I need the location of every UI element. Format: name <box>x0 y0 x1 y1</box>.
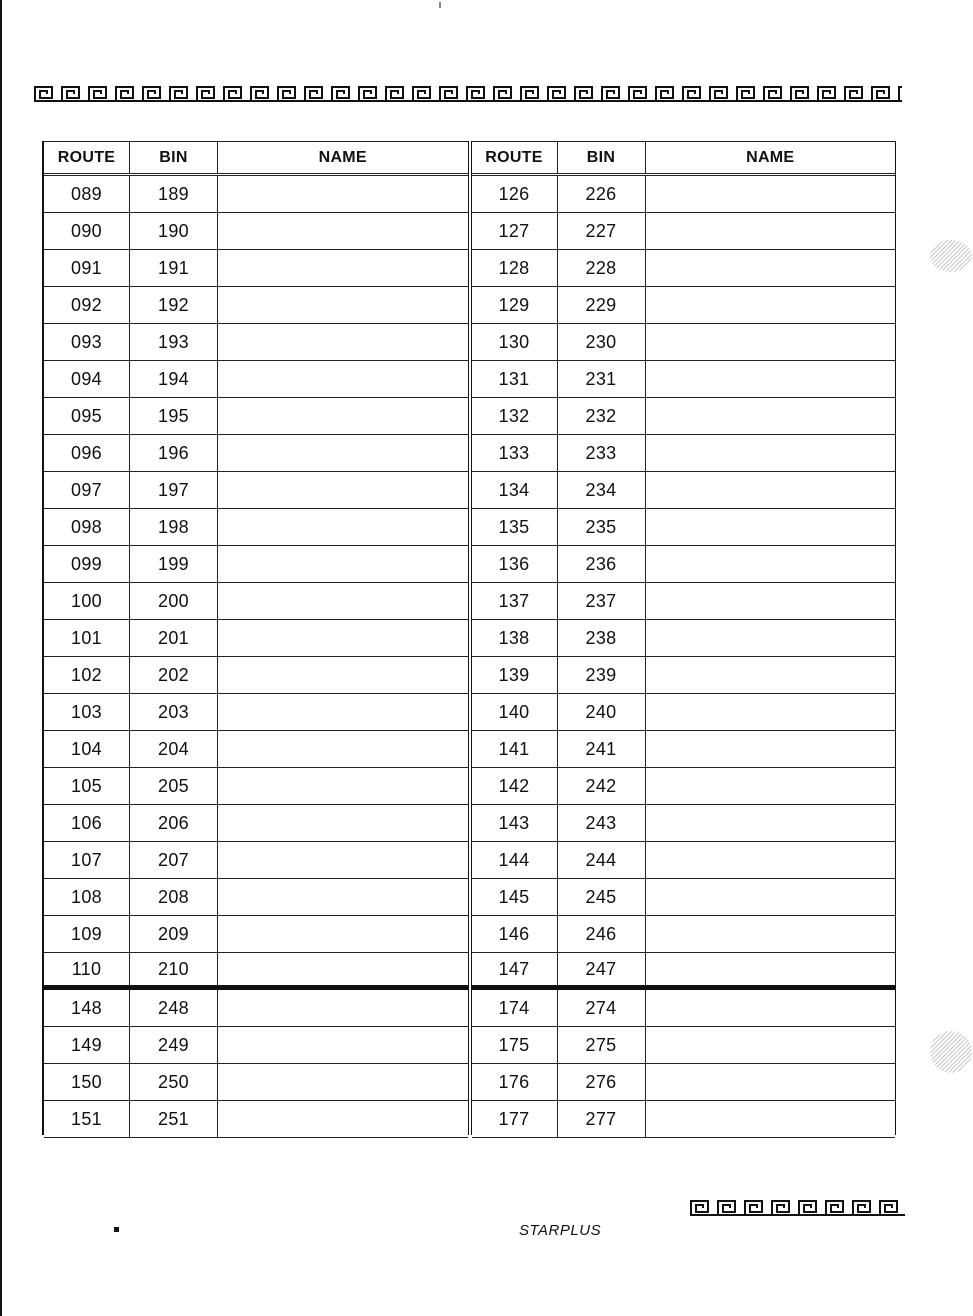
route-cell: 133 <box>472 435 558 471</box>
route-cell: 150 <box>44 1064 130 1100</box>
bin-cell: 238 <box>558 620 646 656</box>
table-row <box>44 990 468 1027</box>
table-row <box>44 213 468 250</box>
table-row <box>472 176 896 213</box>
table-row <box>472 731 896 768</box>
name-cell <box>646 472 896 508</box>
route-cell: 140 <box>472 694 558 730</box>
route-cell: 101 <box>44 620 130 656</box>
table-row <box>472 472 896 509</box>
name-cell <box>218 879 468 915</box>
name-cell <box>218 731 468 767</box>
scan-speck <box>439 2 441 8</box>
greek-key-border-bottom <box>690 1199 905 1216</box>
bin-cell: 196 <box>130 435 218 471</box>
page-margin-rule <box>0 0 2 1316</box>
route-cell: 098 <box>44 509 130 545</box>
route-cell: 100 <box>44 583 130 619</box>
bin-cell: 240 <box>558 694 646 730</box>
name-cell <box>646 435 896 471</box>
route-cell: 151 <box>44 1101 130 1137</box>
name-cell <box>218 398 468 434</box>
table-row <box>472 435 896 472</box>
route-cell: 131 <box>472 361 558 397</box>
route-cell: 107 <box>44 842 130 878</box>
table-row <box>472 1101 896 1138</box>
name-cell <box>646 361 896 397</box>
table-row <box>472 953 896 990</box>
route-cell: 096 <box>44 435 130 471</box>
bin-cell: 275 <box>558 1027 646 1063</box>
table-row <box>472 287 896 324</box>
route-cell: 147 <box>472 953 558 985</box>
table-row <box>472 250 896 287</box>
table-right-half <box>472 141 897 1135</box>
table-row <box>472 620 896 657</box>
table-row <box>472 879 896 916</box>
bin-cell: 276 <box>558 1064 646 1100</box>
bin-cell: 229 <box>558 287 646 323</box>
name-cell <box>218 990 468 1026</box>
route-cell: 095 <box>44 398 130 434</box>
route-cell: 110 <box>44 953 130 985</box>
table-row <box>44 1027 468 1064</box>
route-cell: 142 <box>472 768 558 804</box>
route-cell: 136 <box>472 546 558 582</box>
header-route: ROUTE <box>44 142 130 173</box>
bin-cell: 198 <box>130 509 218 545</box>
table-row <box>44 916 468 953</box>
bin-cell: 204 <box>130 731 218 767</box>
name-cell <box>646 324 896 360</box>
name-cell <box>646 287 896 323</box>
table-row <box>44 768 468 805</box>
table-row <box>472 1064 896 1101</box>
bullet-mark <box>114 1227 119 1232</box>
name-cell <box>218 1064 468 1100</box>
bin-cell: 236 <box>558 546 646 582</box>
bin-cell: 249 <box>130 1027 218 1063</box>
name-cell <box>218 1027 468 1063</box>
table-row <box>44 694 468 731</box>
name-cell <box>218 620 468 656</box>
name-cell <box>218 324 468 360</box>
table-row <box>472 694 896 731</box>
route-cell: 102 <box>44 657 130 693</box>
name-cell <box>218 583 468 619</box>
table-row <box>44 398 468 435</box>
bin-cell: 197 <box>130 472 218 508</box>
route-cell: 137 <box>472 583 558 619</box>
bin-cell: 206 <box>130 805 218 841</box>
table-row <box>44 842 468 879</box>
bin-cell: 203 <box>130 694 218 730</box>
route-cell: 138 <box>472 620 558 656</box>
bin-cell: 200 <box>130 583 218 619</box>
greek-key-border-top <box>34 85 902 102</box>
table-row <box>44 546 468 583</box>
table-row <box>472 657 896 694</box>
bin-cell: 208 <box>130 879 218 915</box>
route-cell: 143 <box>472 805 558 841</box>
bin-cell: 243 <box>558 805 646 841</box>
table-row <box>44 583 468 620</box>
table-row <box>44 657 468 694</box>
table-header-row <box>44 141 468 176</box>
name-cell <box>646 250 896 286</box>
route-cell: 135 <box>472 509 558 545</box>
bin-cell: 202 <box>130 657 218 693</box>
name-cell <box>218 657 468 693</box>
bin-cell: 189 <box>130 176 218 212</box>
name-cell <box>218 842 468 878</box>
binder-hole <box>930 240 972 272</box>
table-row <box>472 213 896 250</box>
bin-cell: 248 <box>130 990 218 1026</box>
route-cell: 127 <box>472 213 558 249</box>
bin-cell: 205 <box>130 768 218 804</box>
binder-hole <box>930 1031 972 1073</box>
route-cell: 093 <box>44 324 130 360</box>
bin-cell: 233 <box>558 435 646 471</box>
bin-cell: 242 <box>558 768 646 804</box>
name-cell <box>218 213 468 249</box>
table-row <box>44 324 468 361</box>
name-cell <box>646 805 896 841</box>
bin-cell: 192 <box>130 287 218 323</box>
name-cell <box>646 694 896 730</box>
bin-cell: 246 <box>558 916 646 952</box>
name-cell <box>218 694 468 730</box>
table-left-half <box>42 141 468 1135</box>
route-cell: 145 <box>472 879 558 915</box>
bin-cell: 251 <box>130 1101 218 1137</box>
table-row <box>472 842 896 879</box>
name-cell <box>646 546 896 582</box>
name-cell <box>646 398 896 434</box>
table-row <box>44 879 468 916</box>
route-cell: 141 <box>472 731 558 767</box>
route-cell: 175 <box>472 1027 558 1063</box>
table-row <box>472 1027 896 1064</box>
table-row <box>472 546 896 583</box>
name-cell <box>646 583 896 619</box>
route-cell: 128 <box>472 250 558 286</box>
name-cell <box>218 768 468 804</box>
name-cell <box>646 657 896 693</box>
table-row <box>472 361 896 398</box>
bin-cell: 201 <box>130 620 218 656</box>
table-header-row <box>472 141 896 176</box>
route-cell: 144 <box>472 842 558 878</box>
table-row <box>44 250 468 287</box>
route-cell: 090 <box>44 213 130 249</box>
route-cell: 149 <box>44 1027 130 1063</box>
table-row <box>44 176 468 213</box>
table-row <box>44 472 468 509</box>
route-cell: 174 <box>472 990 558 1026</box>
route-cell: 097 <box>44 472 130 508</box>
route-cell: 130 <box>472 324 558 360</box>
route-cell: 103 <box>44 694 130 730</box>
route-cell: 094 <box>44 361 130 397</box>
bin-cell: 241 <box>558 731 646 767</box>
table-row <box>44 1101 468 1138</box>
table-row <box>44 361 468 398</box>
bin-cell: 209 <box>130 916 218 952</box>
bin-cell: 234 <box>558 472 646 508</box>
name-cell <box>646 916 896 952</box>
bin-cell: 247 <box>558 953 646 985</box>
route-cell: 146 <box>472 916 558 952</box>
route-cell: 134 <box>472 472 558 508</box>
bin-cell: 237 <box>558 583 646 619</box>
bin-cell: 250 <box>130 1064 218 1100</box>
bin-cell: 245 <box>558 879 646 915</box>
table-row <box>472 509 896 546</box>
table-row <box>472 398 896 435</box>
route-cell: 099 <box>44 546 130 582</box>
name-cell <box>218 1101 468 1137</box>
name-cell <box>218 176 468 212</box>
bin-cell: 228 <box>558 250 646 286</box>
bin-cell: 277 <box>558 1101 646 1137</box>
route-cell: 109 <box>44 916 130 952</box>
bin-cell: 199 <box>130 546 218 582</box>
name-cell <box>218 509 468 545</box>
name-cell <box>646 509 896 545</box>
table-row <box>472 916 896 953</box>
route-cell: 104 <box>44 731 130 767</box>
bin-cell: 195 <box>130 398 218 434</box>
route-cell: 089 <box>44 176 130 212</box>
header-bin: BIN <box>558 142 646 173</box>
route-bin-table <box>42 141 896 1135</box>
bin-cell: 244 <box>558 842 646 878</box>
name-cell <box>646 768 896 804</box>
route-cell: 139 <box>472 657 558 693</box>
name-cell <box>218 472 468 508</box>
bin-cell: 239 <box>558 657 646 693</box>
name-cell <box>218 916 468 952</box>
bin-cell: 230 <box>558 324 646 360</box>
bin-cell: 231 <box>558 361 646 397</box>
bin-cell: 226 <box>558 176 646 212</box>
bin-cell: 227 <box>558 213 646 249</box>
name-cell <box>646 1101 896 1137</box>
name-cell <box>646 176 896 212</box>
name-cell <box>646 731 896 767</box>
bin-cell: 235 <box>558 509 646 545</box>
route-cell: 177 <box>472 1101 558 1137</box>
bin-cell: 191 <box>130 250 218 286</box>
table-row <box>44 435 468 472</box>
name-cell <box>646 879 896 915</box>
route-cell: 126 <box>472 176 558 212</box>
route-cell: 148 <box>44 990 130 1026</box>
table-row <box>472 990 896 1027</box>
name-cell <box>646 842 896 878</box>
route-cell: 176 <box>472 1064 558 1100</box>
route-cell: 108 <box>44 879 130 915</box>
table-row <box>44 1064 468 1101</box>
name-cell <box>646 953 896 985</box>
bin-cell: 274 <box>558 990 646 1026</box>
route-cell: 105 <box>44 768 130 804</box>
table-row <box>44 509 468 546</box>
name-cell <box>218 435 468 471</box>
name-cell <box>646 620 896 656</box>
header-name: NAME <box>746 148 795 166</box>
table-row <box>472 324 896 361</box>
name-cell <box>218 250 468 286</box>
name-cell <box>646 1027 896 1063</box>
name-cell <box>218 287 468 323</box>
name-cell <box>646 1064 896 1100</box>
table-row <box>472 768 896 805</box>
name-cell <box>218 805 468 841</box>
bin-cell: 193 <box>130 324 218 360</box>
name-cell <box>646 213 896 249</box>
route-cell: 106 <box>44 805 130 841</box>
route-cell: 092 <box>44 287 130 323</box>
bin-cell: 232 <box>558 398 646 434</box>
name-cell <box>218 546 468 582</box>
table-row <box>472 583 896 620</box>
route-cell: 129 <box>472 287 558 323</box>
table-row <box>44 620 468 657</box>
name-cell <box>218 361 468 397</box>
name-cell <box>646 990 896 1026</box>
header-route: ROUTE <box>472 142 558 173</box>
header-name: NAME <box>318 148 367 166</box>
table-row <box>472 805 896 842</box>
bin-cell: 194 <box>130 361 218 397</box>
header-bin: BIN <box>130 142 218 173</box>
bin-cell: 190 <box>130 213 218 249</box>
table-row <box>44 731 468 768</box>
table-row <box>44 287 468 324</box>
bin-cell: 207 <box>130 842 218 878</box>
footer-brand: STARPLUS <box>519 1222 602 1239</box>
table-row <box>44 805 468 842</box>
route-cell: 091 <box>44 250 130 286</box>
table-row <box>44 953 468 990</box>
bin-cell: 210 <box>130 953 218 985</box>
name-cell <box>218 953 468 985</box>
route-cell: 132 <box>472 398 558 434</box>
